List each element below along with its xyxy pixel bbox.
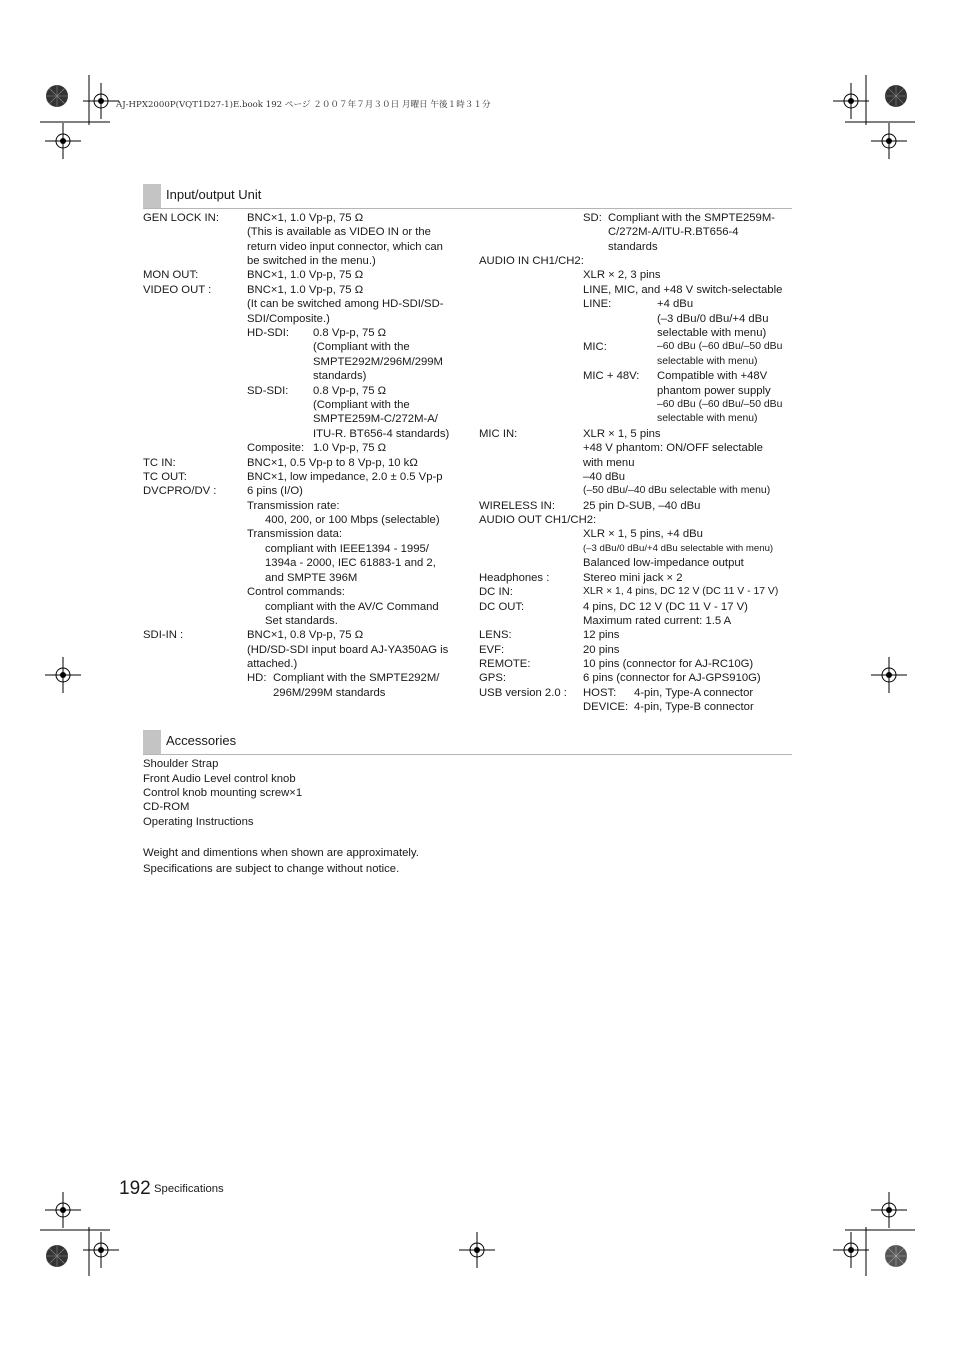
spec-value: XLR × 2, 3 pins bbox=[583, 269, 661, 281]
spec-value: compliant with IEEE1394 - 1995/ bbox=[265, 543, 429, 555]
registration-mark-bottom-right-1 bbox=[871, 1192, 907, 1228]
spec-value: –60 dBu (–60 dBu/–50 dBu bbox=[657, 341, 783, 352]
spec-value: (Compliant with the bbox=[313, 341, 410, 353]
accessory-item: Shoulder Strap bbox=[143, 758, 219, 770]
spec-label: GEN LOCK IN: bbox=[143, 212, 219, 224]
spec-value: 12 pins bbox=[583, 629, 620, 641]
spec-label: DC IN: bbox=[479, 586, 513, 598]
spec-value: selectable with menu) bbox=[657, 327, 767, 339]
print-header-note: AJ-HPX2000P(VQT1D27-1)E.book 192 ページ ２００７年７月３０日 月曜日 午後１時３１分 bbox=[116, 100, 491, 110]
note-line: Specifications are subject to change without notice. bbox=[143, 863, 400, 875]
spec-value: (–50 dBu/–40 dBu selectable with menu) bbox=[583, 485, 771, 496]
registration-mark-top-right-2 bbox=[871, 123, 907, 159]
registration-mark-bottom-left-1 bbox=[45, 1192, 81, 1228]
spec-value: Compliant with the SMPTE292M/ bbox=[273, 672, 440, 684]
spec-value: +48 V phantom: ON/OFF selectable bbox=[583, 442, 763, 454]
spec-value: compliant with the AV/C Command bbox=[265, 601, 439, 613]
spec-value: LINE, MIC, and +48 V switch-selectable bbox=[583, 284, 783, 296]
spec-value: Transmission data: bbox=[247, 528, 343, 540]
spec-label: DC OUT: bbox=[479, 601, 525, 613]
accessory-item: Control knob mounting screw×1 bbox=[143, 787, 303, 799]
spec-value: (–3 dBu/0 dBu/+4 dBu bbox=[657, 313, 769, 325]
spec-value: 0.8 Vp-p, 75 Ω bbox=[313, 385, 387, 397]
accessory-item: Front Audio Level control knob bbox=[143, 773, 296, 785]
spec-value: SMPTE292M/296M/299M bbox=[313, 356, 443, 368]
spec-label: USB version 2.0 : bbox=[479, 687, 567, 699]
spec-value: SMPTE259M-C/272M-A/ bbox=[313, 413, 438, 425]
spec-label: WIRELESS IN: bbox=[479, 500, 555, 512]
spec-sublabel: MIC: bbox=[583, 341, 607, 353]
spec-value: 4-pin, Type-B connector bbox=[634, 701, 754, 713]
registration-mark-bottom-center bbox=[459, 1232, 495, 1268]
registration-mark-top-right-1 bbox=[833, 83, 869, 119]
spec-value: Set standards. bbox=[265, 615, 338, 627]
spec-value: Compliant with the SMPTE259M- bbox=[608, 212, 776, 224]
spec-value: 0.8 Vp-p, 75 Ω bbox=[313, 327, 387, 339]
dial-mark-top-left bbox=[45, 84, 69, 108]
registration-mark-top-left-2 bbox=[45, 123, 81, 159]
spec-label: DVCPRO/DV : bbox=[143, 485, 217, 497]
spec-value: Maximum rated current: 1.5 A bbox=[583, 615, 732, 627]
spec-value: 10 pins (connector for AJ-RC10G) bbox=[583, 658, 754, 670]
spec-sublabel: SD: bbox=[583, 212, 602, 224]
spec-sublabel: DEVICE: bbox=[583, 701, 629, 713]
spec-sublabel: HD-SDI: bbox=[247, 327, 290, 339]
spec-value: 25 pin D-SUB, –40 dBu bbox=[583, 500, 701, 512]
dial-mark-bottom-right bbox=[884, 1244, 908, 1268]
spec-value: 6 pins (connector for AJ-GPS910G) bbox=[583, 672, 761, 684]
spec-label: MIC IN: bbox=[479, 428, 518, 440]
spec-value: 1.0 Vp-p, 75 Ω bbox=[313, 442, 387, 454]
note-line: Weight and dimentions when shown are approximately. bbox=[143, 847, 419, 859]
spec-sublabel: LINE: bbox=[583, 298, 612, 310]
spec-label: VIDEO OUT : bbox=[143, 284, 212, 296]
spec-value: phantom power supply bbox=[657, 385, 771, 397]
spec-value: BNC×1, 1.0 Vp-p, 75 Ω bbox=[247, 269, 364, 281]
spec-value: 296M/299M standards bbox=[273, 687, 386, 699]
spec-value: Balanced low-impedance output bbox=[583, 557, 744, 569]
dial-mark-top-right bbox=[884, 84, 908, 108]
spec-value: (This is available as VIDEO IN or the bbox=[247, 226, 431, 238]
spec-label: MON OUT: bbox=[143, 269, 199, 281]
spec-value: XLR × 1, 5 pins, +4 dBu bbox=[583, 528, 703, 540]
spec-sublabel: SD-SDI: bbox=[247, 385, 289, 397]
spec-value: selectable with menu) bbox=[657, 356, 758, 367]
spec-value: 400, 200, or 100 Mbps (selectable) bbox=[265, 514, 440, 526]
registration-mark-mid-left bbox=[45, 657, 81, 693]
spec-value: BNC×1, 0.5 Vp-p to 8 Vp-p, 10 kΩ bbox=[247, 457, 418, 469]
dial-mark-bottom-left bbox=[45, 1244, 69, 1268]
spec-value: attached.) bbox=[247, 658, 298, 670]
spec-label: LENS: bbox=[479, 629, 512, 641]
spec-sublabel: Composite: bbox=[247, 442, 305, 454]
section-rule-accessories bbox=[143, 754, 792, 755]
section-marker-input-output bbox=[143, 184, 161, 208]
spec-value: XLR × 1, 4 pins, DC 12 V (DC 11 V - 17 V) bbox=[583, 586, 779, 597]
spec-label: Headphones : bbox=[479, 572, 550, 584]
spec-value: Transmission rate: bbox=[247, 500, 340, 512]
accessory-item: Operating Instructions bbox=[143, 816, 254, 828]
page-number: 192 bbox=[119, 1178, 151, 1199]
spec-label: AUDIO OUT CH1/CH2: bbox=[479, 514, 597, 526]
spec-value: +4 dBu bbox=[657, 298, 694, 310]
spec-value: Stereo mini jack × 2 bbox=[583, 572, 683, 584]
spec-label: REMOTE: bbox=[479, 658, 531, 670]
spec-value: return video input connector, which can bbox=[247, 241, 443, 253]
section-rule-input-output bbox=[143, 208, 792, 209]
notes-block bbox=[143, 845, 457, 877]
section-marker-accessories bbox=[143, 730, 161, 754]
spec-value: selectable with menu) bbox=[657, 413, 758, 424]
spec-value: BNC×1, 1.0 Vp-p, 75 Ω bbox=[247, 284, 364, 296]
spec-value: with menu bbox=[583, 457, 635, 469]
section-title-input-output: Input/output Unit bbox=[166, 187, 262, 202]
spec-value: (Compliant with the bbox=[313, 399, 410, 411]
spec-value: 1394a - 2000, IEC 61883-1 and 2, bbox=[265, 557, 436, 569]
registration-mark-bottom-right-2 bbox=[833, 1232, 869, 1268]
accessory-item: CD-ROM bbox=[143, 801, 190, 813]
spec-value: SDI/Composite.) bbox=[247, 313, 330, 325]
spec-label: EVF: bbox=[479, 644, 505, 656]
section-title-accessories: Accessories bbox=[166, 733, 237, 748]
spec-value: (HD/SD-SDI input board AJ-YA350AG is bbox=[247, 644, 449, 656]
spec-value: BNC×1, 0.8 Vp-p, 75 Ω bbox=[247, 629, 364, 641]
spec-value: –40 dBu bbox=[583, 471, 626, 483]
spec-value: BNC×1, 1.0 Vp-p, 75 Ω bbox=[247, 212, 364, 224]
spec-value: be switched in the menu.) bbox=[247, 255, 376, 267]
spec-value: 4-pin, Type-A connector bbox=[634, 687, 754, 699]
spec-value: and SMPTE 396M bbox=[265, 572, 358, 584]
spec-sublabel: MIC + 48V: bbox=[583, 370, 640, 382]
spec-label: SDI-IN : bbox=[143, 629, 184, 641]
spec-label: TC OUT: bbox=[143, 471, 187, 483]
spec-value: (–3 dBu/0 dBu/+4 dBu selectable with menu) bbox=[583, 543, 774, 554]
spec-value: –60 dBu (–60 dBu/–50 dBu bbox=[657, 399, 783, 410]
page-section-label: Specifications bbox=[154, 1183, 224, 1195]
spec-value: XLR × 1, 5 pins bbox=[583, 428, 661, 440]
spec-value: Compatible with +48V bbox=[657, 370, 768, 382]
spec-value: BNC×1, low impedance, 2.0 ± 0.5 Vp-p bbox=[247, 471, 443, 483]
spec-value: 6 pins (I/O) bbox=[247, 485, 303, 497]
spec-label: GPS: bbox=[479, 672, 506, 684]
spec-value: Control commands: bbox=[247, 586, 345, 598]
spec-value: C/272M-A/ITU-R.BT656-4 bbox=[608, 226, 739, 238]
registration-mark-mid-right bbox=[871, 657, 907, 693]
spec-value: (It can be switched among HD-SDI/SD- bbox=[247, 298, 444, 310]
spec-value: 4 pins, DC 12 V (DC 11 V - 17 V) bbox=[583, 601, 748, 613]
spec-value: ITU-R. BT656-4 standards) bbox=[313, 428, 450, 440]
spec-value: standards bbox=[608, 241, 658, 253]
spec-label: AUDIO IN CH1/CH2: bbox=[479, 255, 584, 267]
spec-sublabel: HD: bbox=[247, 672, 267, 684]
spec-value: 20 pins bbox=[583, 644, 620, 656]
registration-mark-bottom-left-2 bbox=[83, 1232, 119, 1268]
spec-sublabel: HOST: bbox=[583, 687, 617, 699]
spec-value: standards) bbox=[313, 370, 367, 382]
registration-mark-top-left-1 bbox=[83, 83, 119, 119]
spec-label: TC IN: bbox=[143, 457, 176, 469]
